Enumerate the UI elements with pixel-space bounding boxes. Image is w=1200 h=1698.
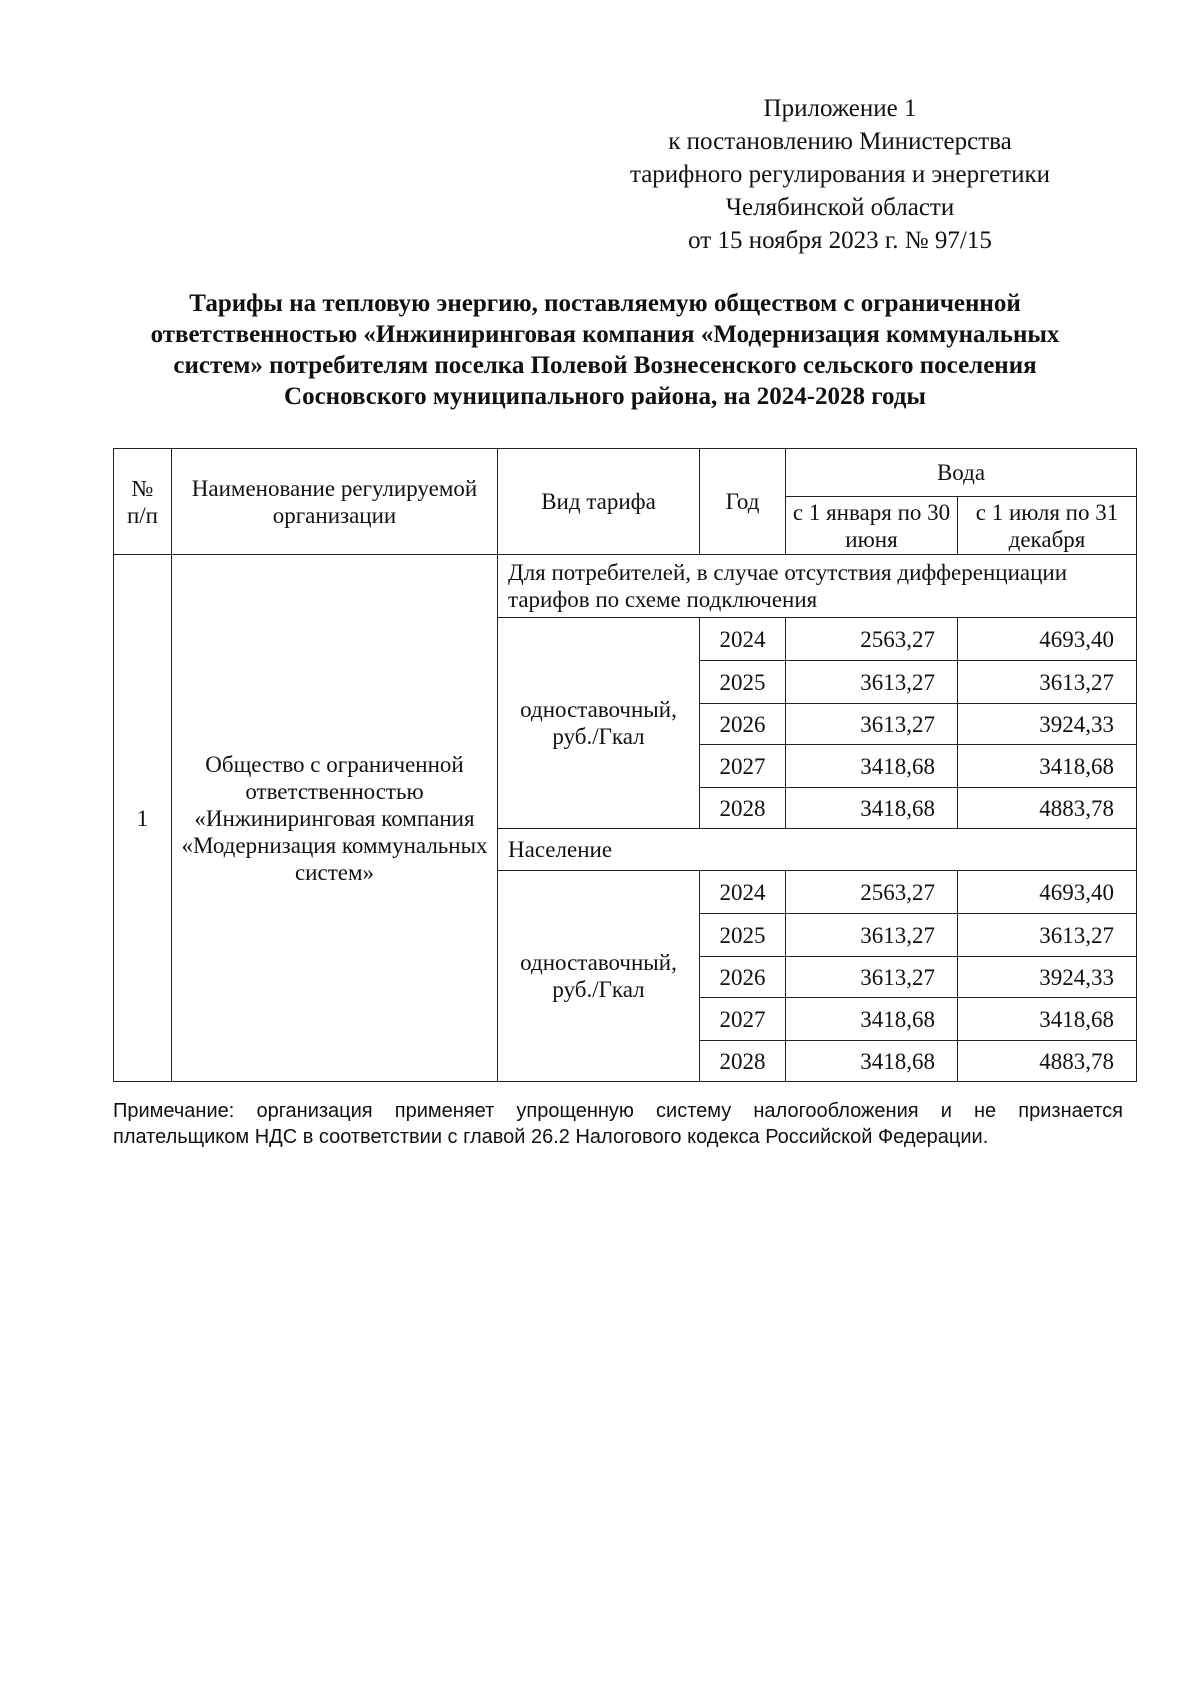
period-2-value: 3924,33: [958, 957, 1137, 998]
period-2-value: 4693,40: [958, 871, 1137, 914]
period-2-value: 4693,40: [958, 618, 1137, 661]
document-title: [100, 288, 1110, 412]
title-line: систем» потребителям поселка Полевой Вознесенского сельского поселения: [173, 352, 1037, 379]
appendix-line: тарифного регулирования и энергетики: [629, 161, 1051, 188]
header-tariff-type: Вид тарифа: [498, 449, 700, 555]
appendix-line: Челябинской области: [725, 194, 955, 221]
year-cell: 2027: [700, 998, 786, 1041]
year-cell: 2025: [700, 914, 786, 957]
period-1-value: 3418,68: [786, 788, 958, 829]
period-1-value: 3613,27: [786, 914, 958, 957]
period-2-value: 3924,33: [958, 704, 1137, 745]
period-1-value: 3418,68: [786, 998, 958, 1041]
title-line: ответственностью «Инжиниринговая компания «Модернизация коммунальных: [150, 321, 1060, 348]
appendix-line: Приложение 1: [763, 95, 917, 122]
period-2-value: 4883,78: [958, 788, 1137, 829]
year-cell: 2026: [700, 704, 786, 745]
title-line: Тарифы на тепловую энергию, поставляемую обществом с ограниченной: [189, 290, 1021, 317]
appendix-line: к постановлению Министерства: [668, 128, 1012, 155]
period-2-value: 3613,27: [958, 661, 1137, 704]
period-2-value: 3613,27: [958, 914, 1137, 957]
period-1-value: 2563,27: [786, 871, 958, 914]
year-cell: 2026: [700, 957, 786, 998]
section-label: Население: [498, 829, 1137, 871]
tariff-table: [113, 448, 1137, 1082]
footnote: [113, 1098, 1123, 1150]
period-2-value: 3418,68: [958, 998, 1137, 1041]
header-org: Наименование регулируемой организации: [172, 449, 498, 555]
period-1-value: 3613,27: [786, 704, 958, 745]
appendix-header: [590, 92, 1090, 257]
period-2-value: 3418,68: [958, 745, 1137, 788]
organization-name: Общество с ограниченной ответственностью «Инжиниринговая компания «Модернизация коммунальных систем»: [172, 555, 498, 1082]
period-2-value: 4883,78: [958, 1041, 1137, 1082]
year-cell: 2028: [700, 788, 786, 829]
header-year: Год: [700, 449, 786, 555]
period-1-value: 3418,68: [786, 745, 958, 788]
header-period-2: с 1 июля по 31 декабря: [958, 497, 1137, 555]
period-1-value: 3418,68: [786, 1041, 958, 1082]
period-1-value: 2563,27: [786, 618, 958, 661]
header-group-water: Вода: [786, 449, 1137, 497]
row-number: 1: [114, 555, 172, 1082]
header-num: № п/п: [114, 449, 172, 555]
footnote-line: плательщиком НДС в соответствии с главой 26.2 Налогового кодекса Российской Федерации.: [113, 1126, 989, 1148]
appendix-line: от 15 ноября 2023 г. № 97/15: [688, 227, 992, 254]
header-period-1: с 1 января по 30 июня: [786, 497, 958, 555]
footnote-line: Примечание: организация применяет упрощенную систему налогообложения и не признается: [113, 1100, 1123, 1122]
period-1-value: 3613,27: [786, 957, 958, 998]
year-cell: 2027: [700, 745, 786, 788]
year-cell: 2024: [700, 618, 786, 661]
section-label: Для потребителей, в случае отсутствия дифференциации тарифов по схеме подключения: [498, 555, 1137, 618]
year-cell: 2024: [700, 871, 786, 914]
year-cell: 2028: [700, 1041, 786, 1082]
tariff-type: одноставочный, руб./Гкал: [498, 871, 700, 1082]
year-cell: 2025: [700, 661, 786, 704]
title-line: Сосновского муниципального района, на 2024-2028 годы: [284, 383, 926, 410]
period-1-value: 3613,27: [786, 661, 958, 704]
tariff-type: одноставочный, руб./Гкал: [498, 618, 700, 829]
